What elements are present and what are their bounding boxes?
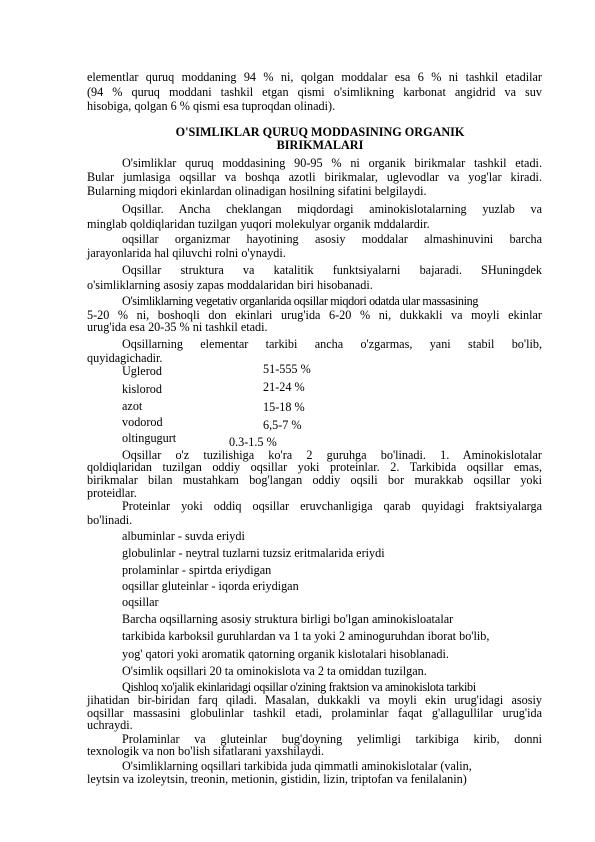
element-name: Uglerod (122, 364, 162, 378)
paragraph-line: Oqsillar. Ancha cheklangan miqdordagi aminokislotalarning yuzlab va (122, 202, 542, 216)
paragraph-line: O'simliklarning vegetativ organlarida oqsillar miqdori odatda ular massasining (122, 294, 479, 308)
element-value: 0.3-1.5 % (229, 435, 277, 449)
section-heading-cont: BIRIKMALARI (276, 138, 364, 152)
paragraph-line: Barcha oqsillarning asosiy struktura birligi bo'lgan aminokisloatalar (122, 612, 454, 626)
paragraph-line: O'simliklar quruq moddasining 90-95 % ni organik birikmalar tashkil etadi. (122, 156, 542, 170)
list-item: prolaminlar - spirtda eriydigan (122, 563, 272, 577)
element-value: 21-24 % (263, 380, 305, 394)
list-item: oqsillar gluteinlar - iqorda eriydigan (122, 579, 299, 593)
element-value: 15-18 % (263, 400, 305, 414)
paragraph-line: hisobiga, qolgan 6 % qismi esa tuproqdan olinadi). (87, 99, 336, 113)
paragraph-line: tarkibida karboksil guruhlardan va 1 ta yoki 2 aminoguruhdan iborat bo'lib, (122, 629, 490, 643)
list-item: globulinlar - neytral tuzlarni tuzsiz eritmalarida eriydi (122, 546, 385, 560)
paragraph-line: proteidlar. (87, 486, 137, 500)
element-name: vodorod (122, 415, 163, 429)
paragraph-line: Oqsillar struktura va katalitik funktsiyalarni bajaradi. SHuningdek (122, 263, 542, 277)
element-name: azot (122, 399, 143, 413)
paragraph-line: birikmalar bilan mustahkam bog'langan oddiy oqsili bor murakkab oqsillar yoki (87, 473, 542, 487)
paragraph-line: 5-20 % ni, boshoqli don ekinlari urug'ida 6-20 % ni, dukkakli va moyli ekinlar (87, 308, 542, 322)
paragraph-line: jihatidan bir-biridan farq qiladi. Masalan, dukkakli va moyli ekin urug'idagi asosiy (87, 693, 542, 707)
paragraph-line: Qishloq xo'jalik ekinlaridagi oqsillar o'zining fraktsion va aminokislota tarkibi (122, 680, 476, 694)
paragraph-line: elementlar quruq moddaning 94 % ni, qolgan moddalar esa 6 % ni tashkil etadilar (87, 70, 542, 84)
paragraph-line: Bular jumlasiga oqsillar va boshqa azotli birikmalar, uglevodlar va yog'lar kiradi. (87, 170, 542, 184)
paragraph-line: O'simliklarning oqsillari tarkibida juda qimmatli aminokislotalar (valin, (122, 759, 472, 773)
paragraph-line: bo'linadi. (87, 513, 133, 527)
paragraph-line: Prolaminlar va gluteinlar bug'doyning yelimligi tarkibiga kirib, donni (122, 732, 542, 746)
element-value: 51-555 % (263, 362, 311, 376)
list-item: oqsillar (122, 595, 159, 609)
element-name: kislorod (122, 382, 162, 396)
paragraph-line: quyidagichadir. (87, 351, 163, 365)
paragraph-line: uchraydi. (87, 718, 133, 732)
paragraph-line: oqsillar massasini globulinlar tashkil etadi, prolaminlar faqat g'allagullilar urug'ida (87, 706, 542, 720)
paragraph-line: Oqsillar o'z tuzilishiga ko'ra 2 guruhga bo'linadi. 1. Aminokislotalar (122, 448, 542, 462)
paragraph-line: jarayonlarida hal qiluvchi rolni o'ynaydi. (87, 246, 286, 260)
element-name: oltingugurt (122, 431, 177, 445)
paragraph-line: minglab qoldiqlaridan tuzilgan yuqori molekulyar organik mddalardir. (87, 217, 430, 231)
paragraph-line: Proteinlar yoki oddiq oqsillar eruvchanligiga qarab quyidagi fraktsiyalarga (122, 499, 542, 513)
paragraph-line: oqsillar organizmar hayotining asosiy moddalar almashinuvini barcha (122, 232, 542, 246)
paragraph-line: o'simliklarning asosiy zapas moddalaridan biri hisobanadi. (87, 278, 373, 292)
paragraph-line: leytsin va izoleytsin, treonin, metionin, gistidin, lizin, triptofan va fenilalanin) (87, 772, 467, 786)
paragraph-line: texnologik va non bo'lish sifatlarani yaxshilaydi. (87, 744, 325, 758)
section-heading: O'SIMLIKLAR QURUQ MODDASINING ORGANIK (175, 125, 465, 139)
paragraph-line: urug'ida esa 20-35 % ni tashkil etadi. (87, 320, 268, 334)
paragraph-line: Bularning miqdori ekinlardan olinadigan hosilning sifatini belgilaydi. (87, 184, 427, 198)
element-value: 6,5-7 % (263, 418, 302, 432)
list-item: albuminlar - suvda eriydi (122, 529, 245, 543)
paragraph-line: qoldiqlaridan tuzilgan oddiy oqsillar yoki proteinlar. 2. Tarkibida oqsillar emas, (87, 460, 542, 474)
paragraph-line: O'simlik oqsillari 20 ta ominokislota va 2 ta omiddan tuzilgan. (122, 664, 427, 678)
paragraph-line: Oqsillarning elementar tarkibi ancha o'zgarmas, yani stabil bo'lib, (122, 337, 542, 351)
paragraph-line: yog' qatori yoki aromatik qatorning organik kislotalari hisoblanadi. (122, 647, 449, 661)
paragraph-line: (94 % quruq moddani tashkil etgan qismi o'simlikning karbonat angidrid va suv (87, 85, 542, 99)
